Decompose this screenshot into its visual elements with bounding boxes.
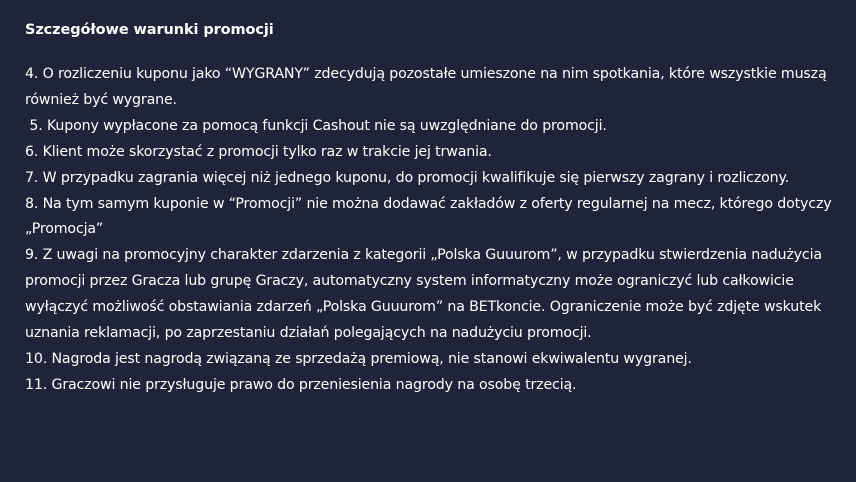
section-title: Szczegółowe warunki promocji [25,22,274,38]
term-item-5: 5. Kupony wypłacone za pomocą funkcji Cashout nie są uwzględniane do promocji. [25,117,607,134]
terms-list [25,62,836,399]
term-item-11: 11. Graczowi nie przysługuje prawo do przeniesienia nagrody na osobę trzecią. [25,376,577,393]
term-item-6: 6. Klient może skorzystać z promocji tylko raz w trakcie jej trwania. [25,143,492,160]
term-item-9: 9. Z uwagi na promocyjny charakter zdarzenia z kategorii „Polska Guuurom”, w przypadku stwierdzenia nadużycia promocji przez Gracza lub grupę Graczy, automatyczny system informatyczny może ograniczyć lub całkowicie wyłączyć możliwość obstawiania zdarzeń „Polska Guuurom” na BETkoncie. Ograniczenie może być zdjęte wskutek uznania reklamacji, po zaprzestaniu działań polegających na nadużyciu promocji. [25,247,827,342]
term-item-7: 7. W przypadku zagrania więcej niż jednego kuponu, do promocji kwalifikuje się pierwszy zagrany i rozliczony. [25,169,790,186]
term-item-10: 10. Nagroda jest nagrodą związaną ze sprzedażą premiową, nie stanowi ekwiwalentu wygranej. [25,350,692,367]
term-item-4: 4. O rozliczeniu kuponu jako “WYGRANY” zdecydują pozostałe umieszone na nim spotkania, które wszystkie muszą również być wygrane. [25,66,831,108]
term-item-8: 8. Na tym samym kuponie w “Promocji” nie można dodawać zakładów z oferty regularnej na mecz, którego dotyczy „Promocja” [25,195,836,238]
